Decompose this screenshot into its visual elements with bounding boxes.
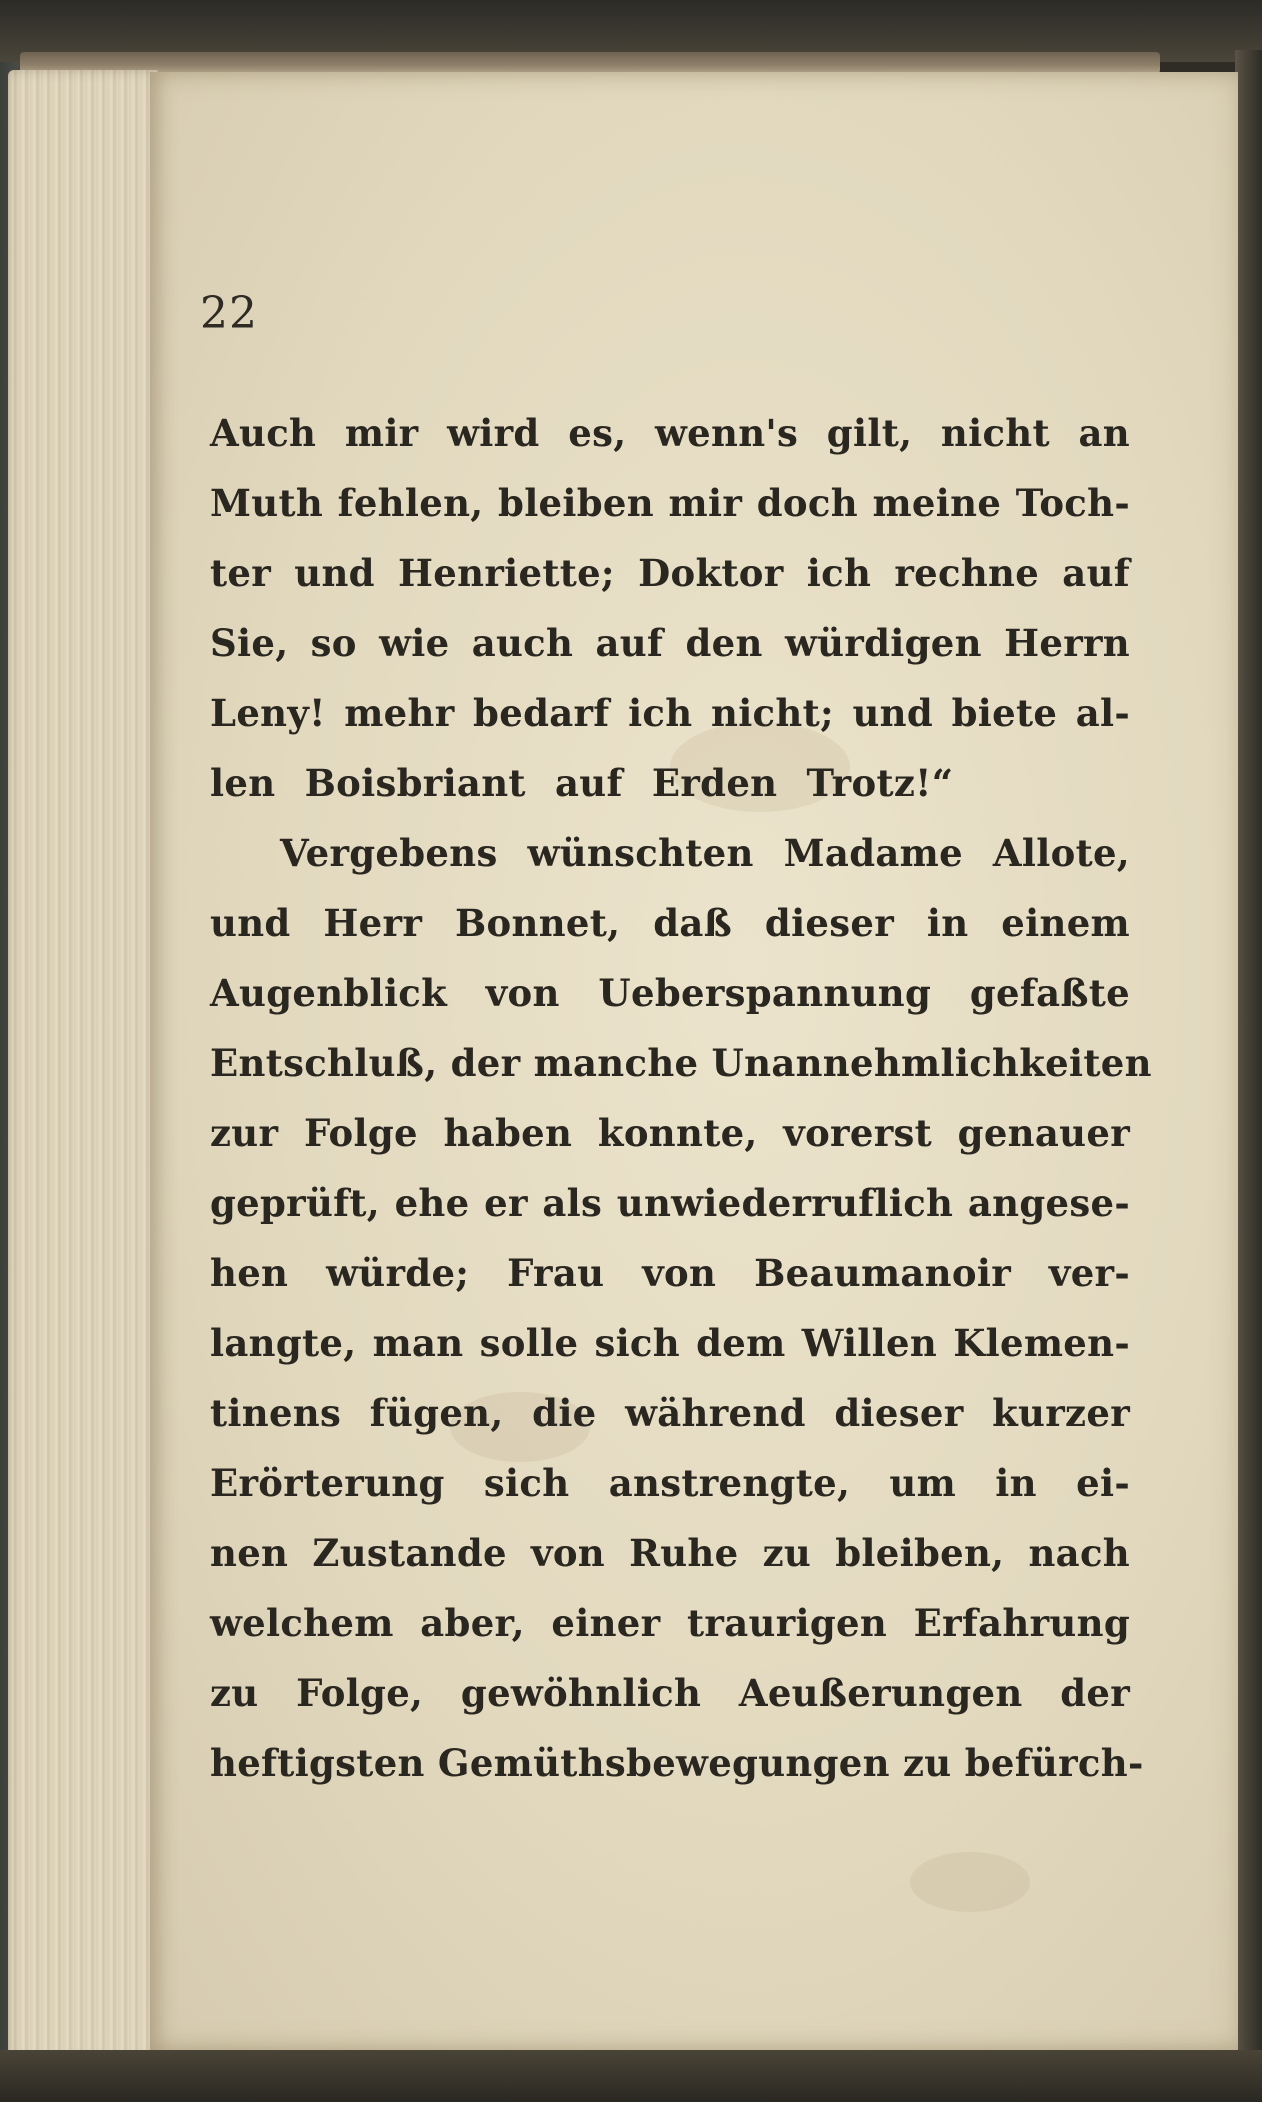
text-line: Leny! mehr bedarf ich nicht; und biete al- (210, 691, 1130, 735)
page-number: 22 (200, 288, 258, 339)
text-line: Entschluß, der manche Unannehmlichkeiten (210, 1041, 1152, 1085)
text-line: Augenblick von Ueberspannung gefaßte (210, 971, 1130, 1015)
text-line: langte, man solle sich dem Willen Klemen- (210, 1321, 1130, 1365)
text-line: Muth fehlen, bleiben mir doch meine Toch- (210, 481, 1130, 525)
text-line: len Boisbriant auf Erden Trotz!“ (210, 761, 954, 805)
text-line: nen Zustande von Ruhe zu bleiben, nach (210, 1531, 1130, 1575)
paper-stain (910, 1852, 1030, 1912)
text-line: und Herr Bonnet, daß dieser in einem (210, 901, 1130, 945)
text-line: welchem aber, einer traurigen Erfahrung (210, 1601, 1130, 1645)
book-bottom-edge (0, 2050, 1262, 2102)
text-line: zur Folge haben konnte, vorerst genauer (210, 1111, 1130, 1155)
text-line: geprüft, ehe er als unwiederruflich angese- (210, 1181, 1130, 1225)
stacked-page-edges (8, 70, 158, 2060)
text-line: Vergebens wünschten Madame Allote, (280, 831, 1130, 875)
text-line: hen würde; Frau von Beaumanoir ver- (210, 1251, 1130, 1295)
text-line: Auch mir wird es, wenn's gilt, nicht an (210, 411, 1130, 455)
text-line: zu Folge, gewöhnlich Aeußerungen der (210, 1671, 1130, 1715)
text-line: Sie, so wie auch auf den würdigen Herrn (210, 621, 1130, 665)
text-line: heftigsten Gemüthsbewegungen zu befürch- (210, 1741, 1144, 1785)
page-top-edge (20, 52, 1160, 74)
text-line: Erörterung sich anstrengte, um in ei- (210, 1461, 1130, 1505)
page-text (210, 398, 1152, 1798)
text-line: tinens fügen, die während dieser kurzer (210, 1391, 1130, 1435)
book-right-edge (1235, 50, 1262, 2060)
text-line: ter und Henriette; Doktor ich rechne auf (210, 551, 1130, 595)
